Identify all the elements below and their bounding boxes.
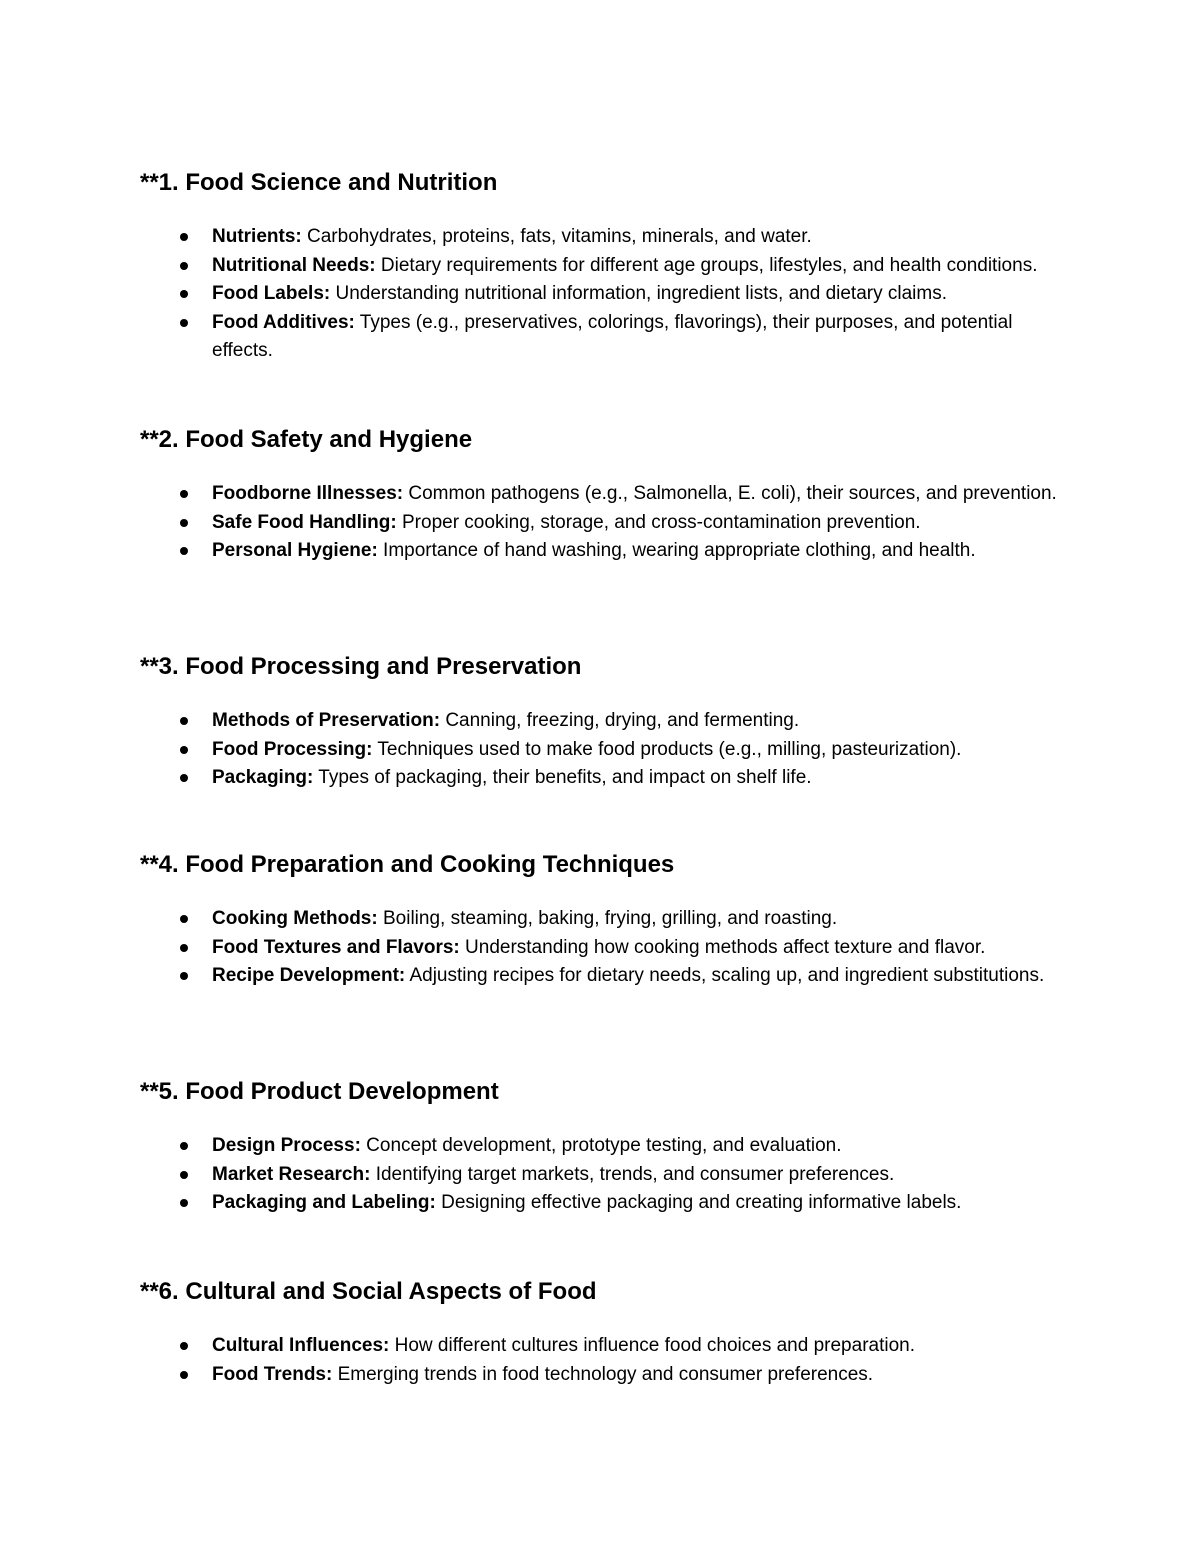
bullet-icon [180,290,188,298]
section-heading: **6. Cultural and Social Aspects of Food [140,1278,597,1305]
item-term: Safe Food Handling: [212,511,397,533]
item-term: Recipe Development: [212,965,406,986]
item-text: Canning, freezing, drying, and fermenting. [440,710,800,731]
item-term: Cultural Influences: [212,1335,390,1356]
item-term: Methods of Preservation: [212,710,441,731]
item-term: Nutritional Needs: [212,254,376,276]
list-item [140,1161,1072,1190]
section-heading: **4. Food Preparation and Cooking Techniques [140,851,675,878]
item-text: Importance of hand washing, wearing appropriate clothing, and health. [377,540,976,561]
bullet-list [140,223,1100,366]
bullet-list [140,1332,1100,1389]
section-food-preparation-cooking [140,851,1100,991]
bullet-list [140,480,1100,566]
bullet-icon [180,233,188,241]
item-term: Packaging and Labeling: [212,1192,436,1213]
section-food-safety-hygiene [140,426,1100,566]
section-heading: **3. Food Processing and Preservation [140,653,582,680]
list-item [140,905,1072,934]
item-term: Nutrients: [212,226,302,247]
item-text: Emerging trends in food technology and consumer preferences. [332,1363,874,1385]
list-item [140,537,1072,566]
bullet-icon [180,1142,188,1150]
list-item [140,252,1072,281]
section-heading: **1. Food Science and Nutrition [140,169,498,196]
bullet-icon [180,1371,188,1379]
list-item [140,934,1072,963]
list-item [140,764,1072,793]
bullet-icon [180,1171,188,1179]
list-item [140,1132,1072,1161]
item-text: Types of packaging, their benefits, and impact on shelf life. [313,767,812,788]
item-text: Common pathogens (e.g., Salmonella, E. coli), their sources, and prevention. [403,483,1057,504]
bullet-icon [180,490,188,498]
item-text: Designing effective packaging and creating informative labels. [435,1192,962,1213]
list-item [140,280,1072,309]
item-term: Cooking Methods: [212,908,378,929]
bullet-icon [180,519,188,527]
list-item [140,962,1072,991]
bullet-icon [180,746,188,754]
section-heading: **5. Food Product Development [140,1078,499,1105]
item-text: Proper cooking, storage, and cross-contamination prevention. [396,511,921,533]
bullet-list [140,905,1100,991]
bullet-icon [180,262,188,270]
item-term: Design Process: [212,1135,361,1156]
item-term: Food Labels: [212,283,331,304]
section-food-product-development [140,1078,1100,1218]
item-text: Understanding how cooking methods affect texture and flavor. [459,936,986,958]
bullet-icon [180,717,188,725]
bullet-icon [180,944,188,952]
bullet-icon [180,915,188,923]
section-heading: **2. Food Safety and Hygiene [140,426,473,453]
item-term: Market Research: [212,1163,371,1185]
list-item [140,509,1072,538]
item-text: Boiling, steaming, baking, frying, grilling, and roasting. [377,908,838,929]
item-term: Foodborne Illnesses: [212,483,404,504]
list-item [140,1189,1072,1218]
section-food-processing-preservation [140,653,1100,793]
bullet-icon [180,972,188,980]
item-text: Understanding nutritional information, ingredient lists, and dietary claims. [330,283,947,304]
bullet-icon [180,319,188,327]
list-item [140,1361,1072,1390]
item-term: Food Trends: [212,1363,333,1385]
item-text: Techniques used to make food products (e.g., milling, pasteurization). [372,738,962,760]
list-item [140,1332,1072,1361]
bullet-icon [180,1199,188,1207]
bullet-list [140,1132,1100,1218]
item-text: Concept development, prototype testing, and evaluation. [360,1135,842,1156]
item-term: Personal Hygiene: [212,540,378,561]
item-text: Identifying target markets, trends, and consumer preferences. [370,1163,895,1185]
bullet-icon [180,1342,188,1350]
section-cultural-social-aspects [140,1278,1100,1389]
bullet-icon [180,547,188,555]
list-item [140,480,1072,509]
item-text: How different cultures influence food choices and preparation. [389,1335,915,1356]
list-item [140,736,1072,765]
item-term: Packaging: [212,767,314,788]
bullet-list [140,707,1100,793]
item-term: Food Additives: [212,311,355,333]
item-term: Food Processing: [212,738,373,760]
bullet-icon [180,774,188,782]
item-term: Food Textures and Flavors: [212,936,460,958]
list-item [140,309,1072,366]
item-text: Types (e.g., preservatives, colorings, flavorings), their purposes, and potential effects. [212,311,1013,361]
section-food-science-nutrition [140,169,1100,366]
list-item [140,707,1072,736]
list-item [140,223,1072,252]
item-text: Dietary requirements for different age groups, lifestyles, and health conditions. [375,254,1038,276]
item-text: Adjusting recipes for dietary needs, scaling up, and ingredient substitutions. [405,965,1045,986]
item-text: Carbohydrates, proteins, fats, vitamins, minerals, and water. [301,226,812,247]
